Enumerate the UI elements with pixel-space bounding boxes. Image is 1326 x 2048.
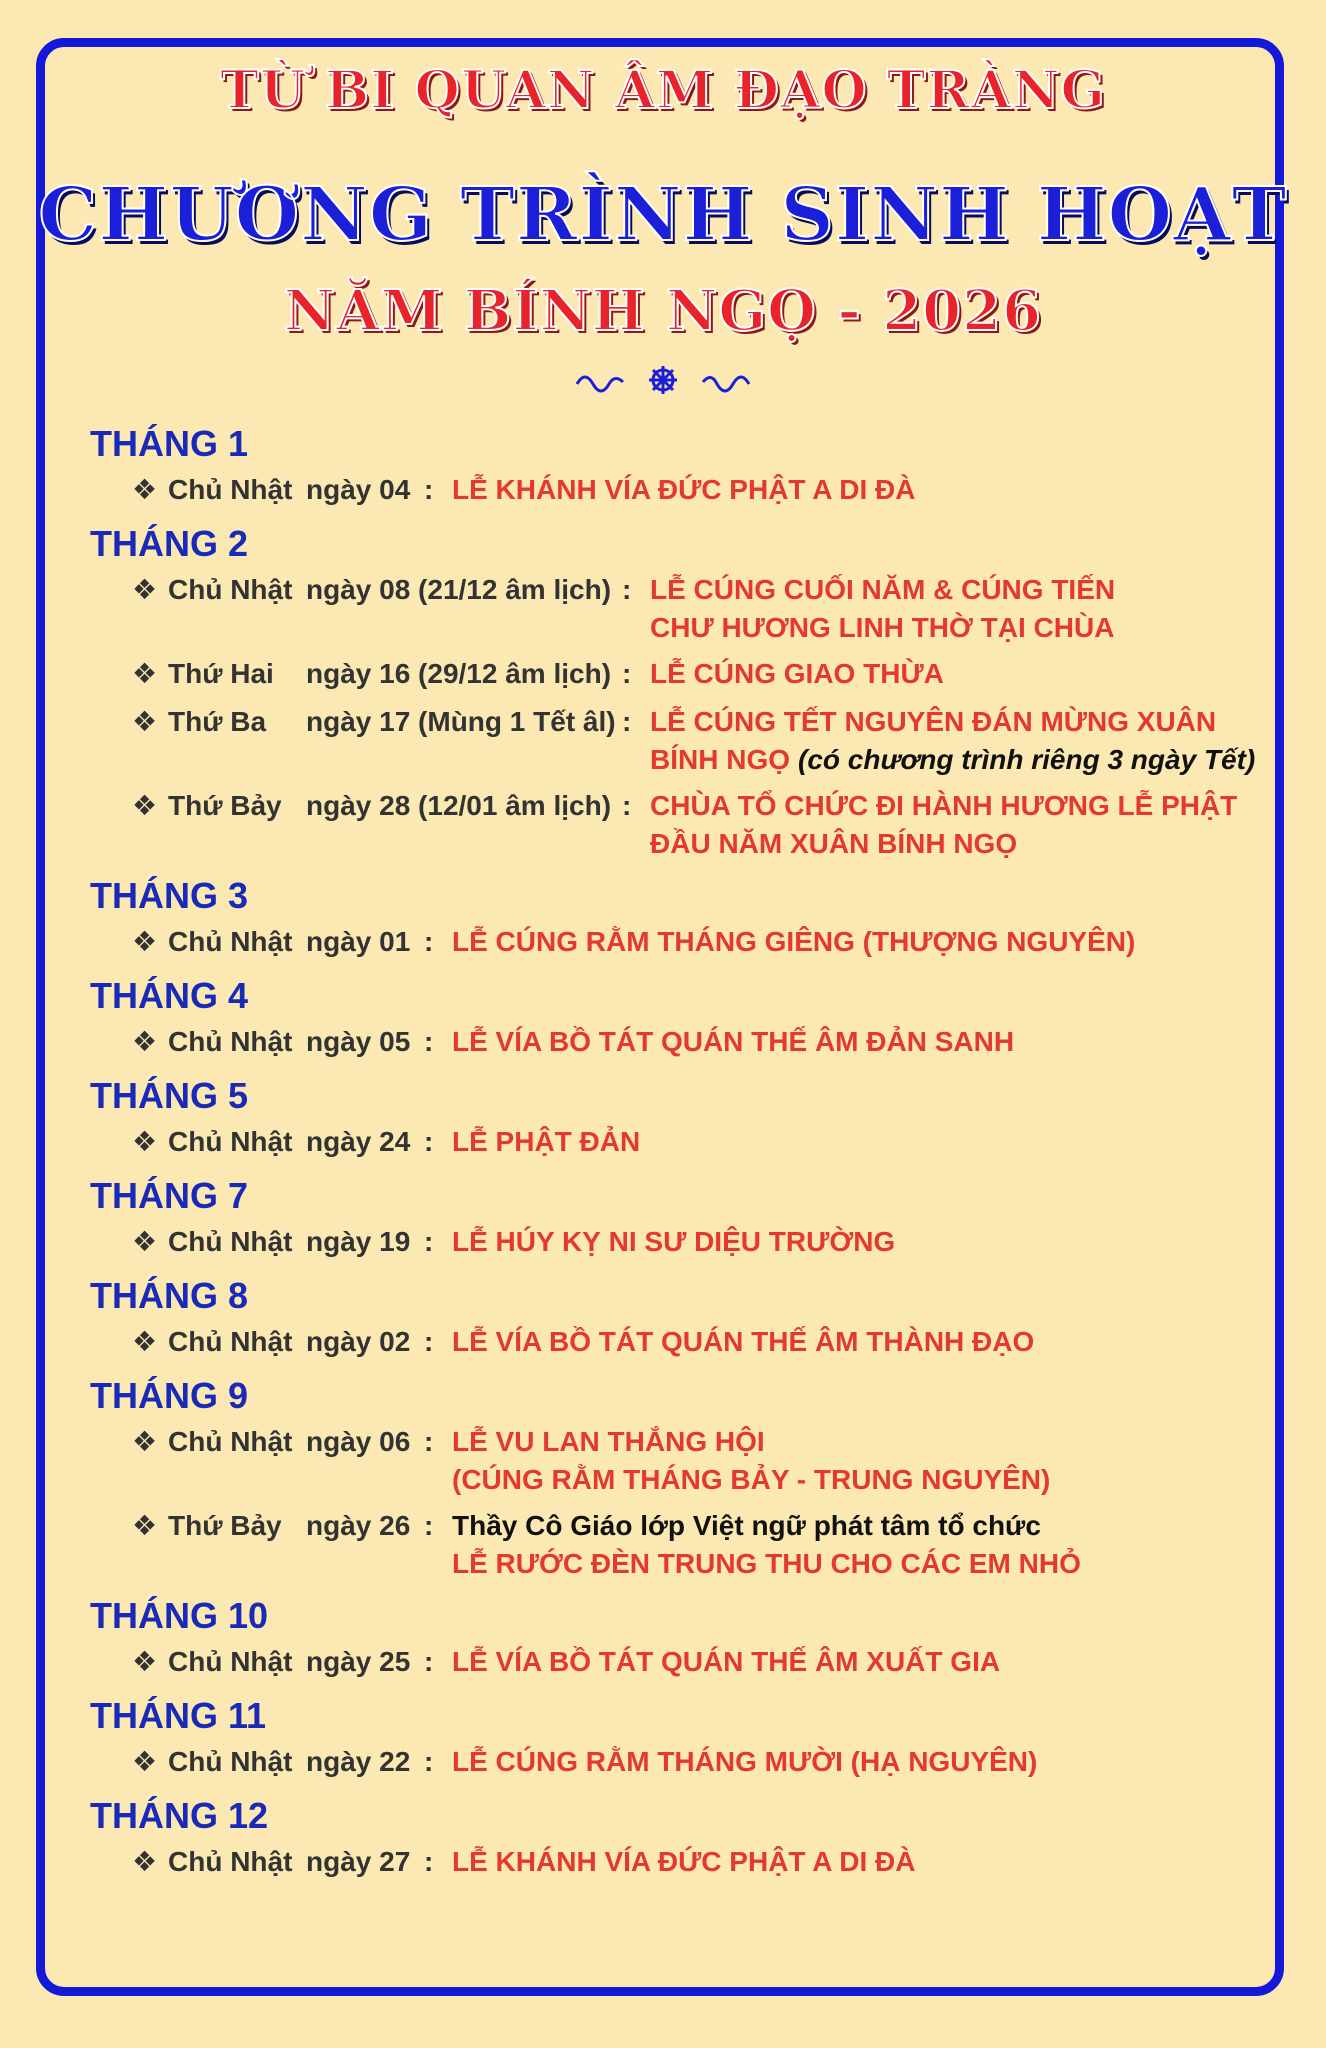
month-heading: THÁNG 9 (90, 1375, 249, 1416)
event-title: LỄ CÚNG TẾT NGUYÊN ĐÁN MỪNG XUÂN (650, 706, 1217, 737)
entry-weekday: Thứ Hai (168, 658, 274, 689)
schedule-entry (90, 1022, 1270, 1064)
event-title: LỄ VÍA BỒ TÁT QUÁN THẾ ÂM ĐẢN SANH (452, 1026, 1015, 1057)
entry-event (650, 654, 944, 694)
event-title-continued: (CÚNG RẰM THÁNG BẢY - TRUNG NGUYÊN) (452, 1464, 1051, 1495)
entry-date: ngày 17 (Mùng 1 Tết âl) (306, 706, 616, 737)
entry-separator: : (424, 1126, 434, 1157)
event-title: LỄ CÚNG GIAO THỪA (650, 658, 944, 689)
entry-weekday: Chủ Nhật (168, 1746, 293, 1777)
schedule-entry (90, 654, 1270, 696)
schedule-entry (90, 1642, 1270, 1684)
entry-separator: : (424, 1646, 434, 1677)
temple-name: TỪ BI QUAN ÂM ĐẠO TRÀNG (220, 60, 1106, 121)
month-heading: THÁNG 4 (90, 975, 249, 1016)
month-heading: THÁNG 2 (90, 523, 249, 564)
event-title: LỄ KHÁNH VÍA ĐỨC PHẬT A DI ĐÀ (452, 474, 916, 505)
bullet-icon: ❖ (132, 1226, 158, 1257)
event-title-continued: CHƯ HƯƠNG LINH THỜ TẠI CHÙA (650, 612, 1115, 643)
entry-event (650, 570, 1115, 648)
entry-weekday: Chủ Nhật (168, 1846, 293, 1877)
entry-date: ngày 16 (29/12 âm lịch) (306, 658, 612, 689)
event-note: (có chương trình riêng 3 ngày Tết) (798, 744, 1256, 775)
entry-event (452, 1322, 1034, 1362)
schedule-entry (90, 922, 1270, 964)
entry-separator: : (424, 1746, 434, 1777)
entry-event (452, 1222, 895, 1262)
entry-date: ngày 28 (12/01 âm lịch) (306, 790, 612, 821)
schedule-entry (90, 702, 1270, 780)
entry-separator: : (424, 1326, 434, 1357)
dharma-wheel-ornament-icon (571, 362, 755, 398)
entry-weekday: Chủ Nhật (168, 926, 293, 957)
entry-separator: : (424, 1846, 434, 1877)
entry-separator: : (424, 1426, 434, 1457)
entry-weekday: Chủ Nhật (168, 474, 293, 505)
month-heading: THÁNG 12 (90, 1795, 269, 1836)
entry-event (452, 1506, 1081, 1584)
event-title: LỄ PHẬT ĐẢN (452, 1126, 641, 1157)
program-title: CHƯƠNG TRÌNH SINH HOẠT (38, 172, 1288, 258)
entry-date: ngày 01 (306, 926, 411, 957)
schedule-entry (90, 570, 1270, 648)
schedule-list (90, 412, 1270, 1890)
entry-event (452, 1842, 915, 1882)
month-heading: THÁNG 3 (90, 875, 249, 916)
event-title: LỄ VÍA BỒ TÁT QUÁN THẾ ÂM THÀNH ĐẠO (452, 1326, 1035, 1357)
entry-separator: : (622, 706, 632, 737)
entry-date: ngày 04 (306, 474, 411, 505)
entry-event (452, 922, 1135, 962)
event-title: LỄ CÚNG CUỐI NĂM & CÚNG TIẾN (650, 574, 1116, 605)
event-title-continued: LỄ RƯỚC ĐÈN TRUNG THU CHO CÁC EM NHỎ (452, 1548, 1081, 1579)
year-title: NĂM BÍNH NGỌ - 2026 (283, 278, 1043, 344)
event-title: LỄ HÚY KỴ NI SƯ DIỆU TRƯỜNG (452, 1226, 896, 1257)
entry-date: ngày 22 (306, 1746, 411, 1777)
event-organizer-note: Thầy Cô Giáo lớp Việt ngữ phát tâm tổ chức (452, 1510, 1041, 1541)
event-title: LỄ VU LAN THẮNG HỘI (452, 1426, 765, 1457)
schedule-entry (90, 1842, 1270, 1884)
bullet-icon: ❖ (132, 706, 158, 737)
event-title-continued: ĐẦU NĂM XUÂN BÍNH NGỌ (650, 828, 1018, 859)
entry-weekday: Chủ Nhật (168, 1426, 293, 1457)
entry-date: ngày 25 (306, 1646, 411, 1677)
schedule-entry (90, 470, 1270, 512)
month-heading: THÁNG 1 (90, 423, 249, 464)
bullet-icon: ❖ (132, 790, 158, 821)
entry-date: ngày 24 (306, 1126, 411, 1157)
schedule-entry (90, 1506, 1270, 1584)
entry-date: ngày 19 (306, 1226, 411, 1257)
entry-date: ngày 27 (306, 1846, 411, 1877)
entry-weekday: Thứ Bảy (168, 790, 282, 821)
month-heading: THÁNG 7 (90, 1175, 249, 1216)
bullet-icon: ❖ (132, 1126, 158, 1157)
entry-weekday: Chủ Nhật (168, 1126, 293, 1157)
entry-separator: : (424, 1226, 434, 1257)
entry-date: ngày 05 (306, 1026, 411, 1057)
entry-weekday: Thứ Ba (168, 706, 267, 737)
entry-event (452, 1422, 1050, 1500)
entry-event (452, 1642, 1000, 1682)
month-heading: THÁNG 5 (90, 1075, 249, 1116)
entry-weekday: Chủ Nhật (168, 1226, 293, 1257)
entry-separator: : (424, 474, 434, 505)
entry-weekday: Chủ Nhật (168, 574, 293, 605)
event-title: LỄ CÚNG RẰM THÁNG MƯỜI (HẠ NGUYÊN) (452, 1746, 1038, 1777)
entry-event (452, 1122, 640, 1162)
event-title: LỄ VÍA BỒ TÁT QUÁN THẾ ÂM XUẤT GIA (452, 1646, 1001, 1677)
entry-weekday: Thứ Bảy (168, 1510, 282, 1541)
entry-separator: : (424, 926, 434, 957)
entry-weekday: Chủ Nhật (168, 1026, 293, 1057)
entry-separator: : (622, 574, 632, 605)
event-title: LỄ CÚNG RẰM THÁNG GIÊNG (THƯỢNG NGUYÊN) (452, 926, 1136, 957)
event-title: CHÙA TỔ CHỨC ĐI HÀNH HƯƠNG LỄ PHẬT (650, 790, 1238, 821)
month-heading: THÁNG 8 (90, 1275, 249, 1316)
entry-separator: : (424, 1510, 434, 1541)
entry-event (650, 702, 1255, 780)
entry-weekday: Chủ Nhật (168, 1646, 293, 1677)
entry-event (650, 786, 1237, 864)
schedule-entry (90, 1122, 1270, 1164)
bullet-icon: ❖ (132, 1326, 158, 1357)
bullet-icon: ❖ (132, 1746, 158, 1777)
entry-date: ngày 26 (306, 1510, 411, 1541)
month-heading: THÁNG 11 (90, 1695, 267, 1736)
schedule-entry (90, 1322, 1270, 1364)
bullet-icon: ❖ (132, 658, 158, 689)
entry-separator: : (622, 790, 632, 821)
entry-date: ngày 08 (21/12 âm lịch) (306, 574, 612, 605)
bullet-icon: ❖ (132, 1026, 158, 1057)
entry-weekday: Chủ Nhật (168, 1326, 293, 1357)
bullet-icon: ❖ (132, 1646, 158, 1677)
schedule-entry (90, 786, 1270, 864)
bullet-icon: ❖ (132, 1426, 158, 1457)
event-title-continued: BÍNH NGỌ (650, 744, 790, 775)
bullet-icon: ❖ (132, 1846, 158, 1877)
entry-event (452, 1022, 1014, 1062)
entry-event (452, 1742, 1037, 1782)
bullet-icon: ❖ (132, 474, 158, 505)
schedule-entry (90, 1222, 1270, 1264)
event-title: LỄ KHÁNH VÍA ĐỨC PHẬT A DI ĐÀ (452, 1846, 916, 1877)
bullet-icon: ❖ (132, 926, 158, 957)
month-heading: THÁNG 10 (90, 1595, 269, 1636)
entry-date: ngày 02 (306, 1326, 411, 1357)
schedule-entry (90, 1742, 1270, 1784)
schedule-entry (90, 1422, 1270, 1500)
bullet-icon: ❖ (132, 1510, 158, 1541)
entry-separator: : (622, 658, 632, 689)
entry-separator: : (424, 1026, 434, 1057)
bullet-icon: ❖ (132, 574, 158, 605)
entry-event (452, 470, 915, 510)
entry-date: ngày 06 (306, 1426, 411, 1457)
